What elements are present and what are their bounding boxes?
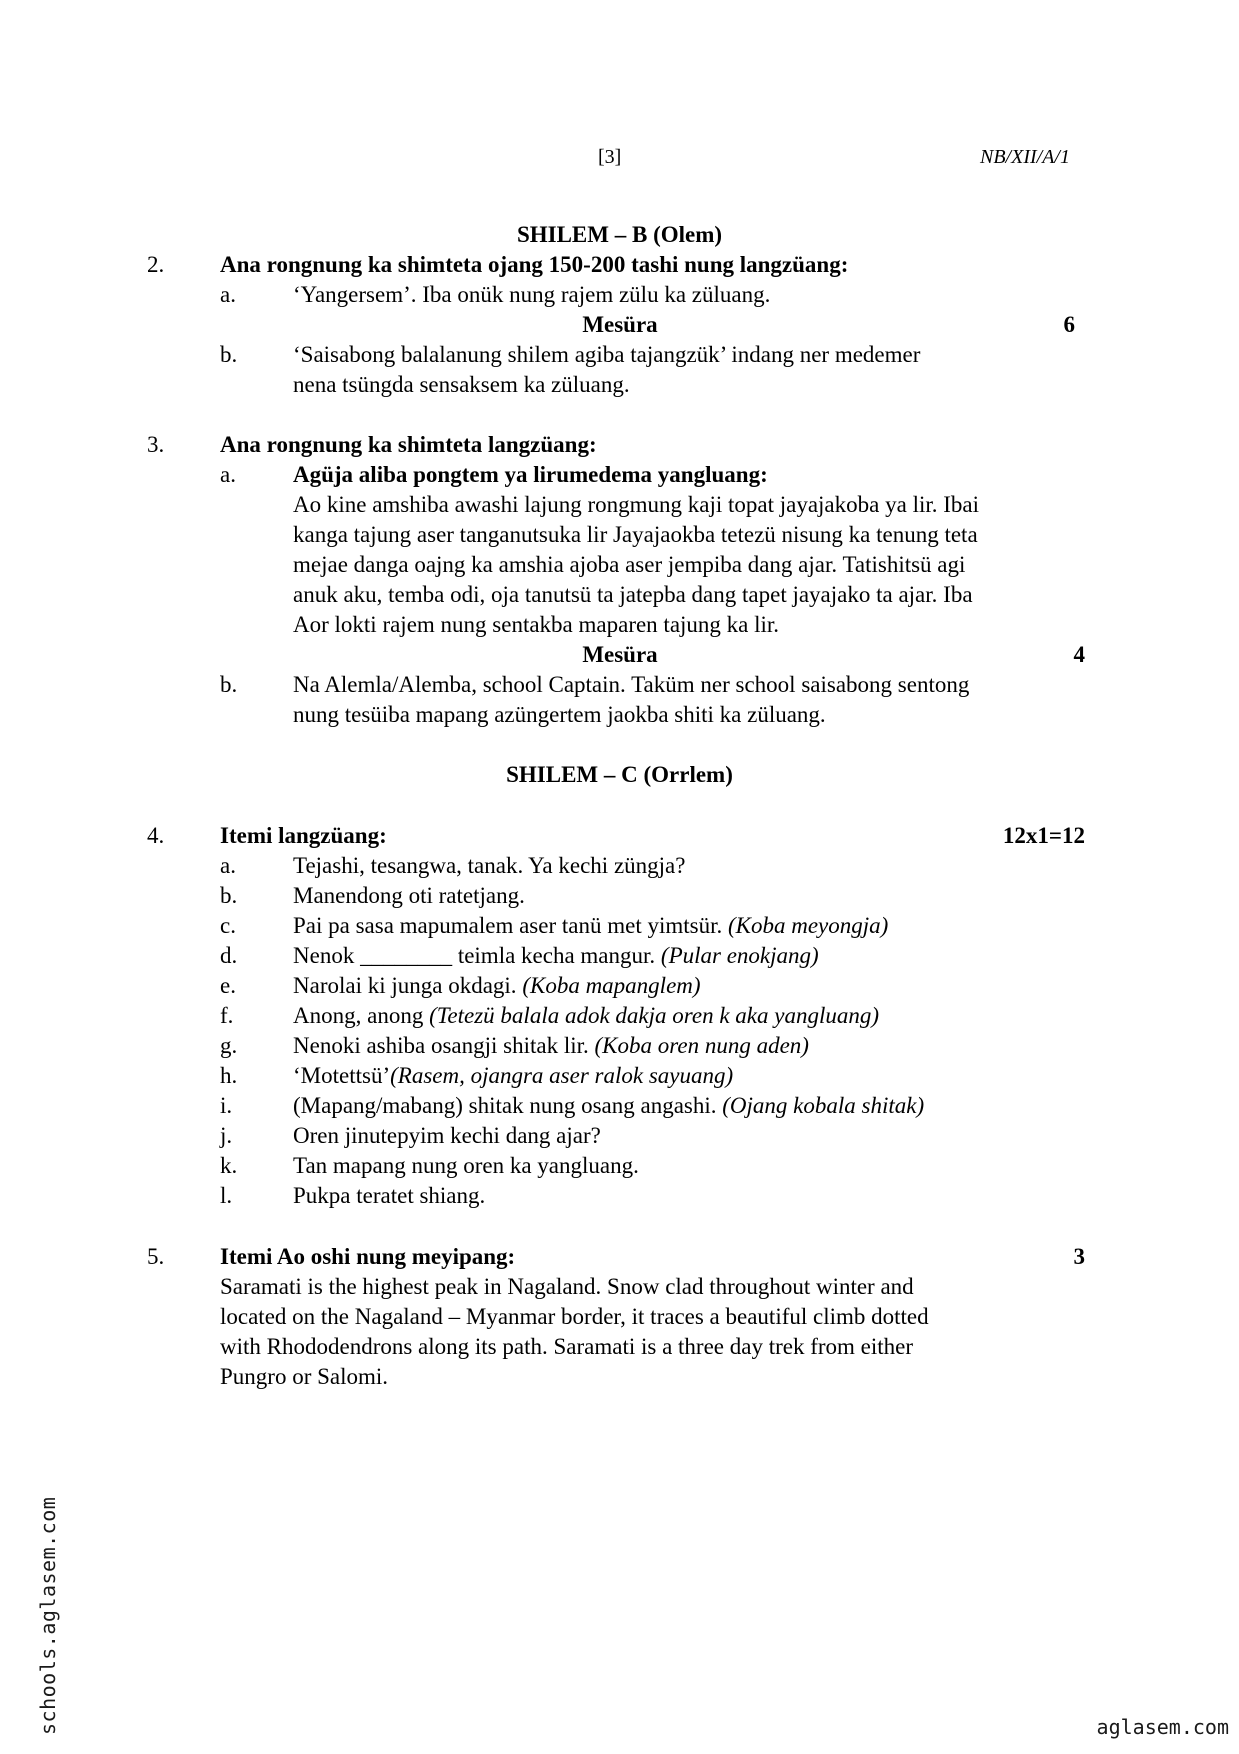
q4-prompt: Itemi langzüang: [220, 823, 387, 848]
q3b-line-2: nung tesüiba mapang azüngertem jaokba shiti ka züluang. [293, 702, 826, 727]
q3a-passage-line-3: mejae danga oajng ka amshia ajoba aser jempiba dang ajar. Tatishitsü agi [293, 552, 966, 577]
q4-marks: 12x1=12 [1002, 823, 1085, 848]
q4-item-label: f. [220, 1003, 234, 1028]
q4-item-text: Tejashi, tesangwa, tanak. Ya kechi züngja? [293, 853, 686, 878]
q4-item-label: d. [220, 943, 238, 968]
q3-prompt: Ana rongnung ka shimteta langzüang: [220, 432, 597, 457]
q4-item-label: i. [220, 1093, 233, 1118]
q4-item-label: k. [220, 1153, 238, 1178]
q4-number: 4. [147, 823, 165, 848]
q3b-line-1: Na Alemla/Alemba, school Captain. Taküm ner school saisabong sentong [293, 672, 970, 697]
side-watermark: schools.aglasem.com [36, 1496, 60, 1735]
q4-item-text: Pai pa sasa mapumalem aser tanü met yimtsür. (Koba meyongja) [293, 913, 889, 938]
q5-passage-line-3: with Rhododendrons along its path. Saramati is a three day trek from either [220, 1334, 914, 1359]
q3-connector: Mesüra [582, 642, 658, 667]
section-b-title: SHILEM – B (Olem) [516, 222, 723, 247]
q5-marks: 3 [1073, 1244, 1085, 1269]
q2-connector: Mesüra [582, 312, 658, 337]
q2b-line-1: ‘Saisabong balalanung shilem agiba tajangzük’ indang ner medemer [293, 342, 921, 367]
q4-item-label: g. [220, 1033, 238, 1058]
q5-number: 5. [147, 1244, 165, 1269]
q2b-line-2: nena tsüngda sensaksem ka züluang. [293, 372, 630, 397]
q3a-heading: Agüja aliba pongtem ya lirumedema yangluang: [293, 462, 768, 487]
q4-item-text: Narolai ki junga okdagi. (Koba mapanglem) [293, 973, 701, 998]
q4-item-text: Tan mapang nung oren ka yangluang. [293, 1153, 639, 1178]
q2b-label: b. [220, 342, 238, 367]
q4-item-text: Pukpa teratet shiang. [293, 1183, 486, 1208]
q4-item-text: Nenoki ashiba osangji shitak lir. (Koba oren nung aden) [293, 1033, 809, 1058]
q4-item-text: Manendong oti ratetjang. [293, 883, 525, 908]
q4-item-label: l. [220, 1183, 233, 1208]
section-c-title: SHILEM – C (Orrlem) [506, 762, 733, 787]
q2-prompt: Ana rongnung ka shimteta ojang 150-200 tashi nung langzüang: [220, 252, 849, 277]
q4-item-label: a. [220, 853, 236, 878]
bottom-watermark: aglasem.com [1096, 1715, 1229, 1739]
page-number: [3] [598, 146, 622, 168]
q4-item-text: (Mapang/mabang) shitak nung osang angashi. (Ojang kobala shitak) [293, 1093, 925, 1118]
q3-marks: 4 [1073, 642, 1085, 667]
q5-passage-line-1: Saramati is the highest peak in Nagaland. Snow clad throughout winter and [220, 1274, 914, 1299]
q4-item-text: ‘Motettsü’(Rasem, ojangra aser ralok sayuang) [293, 1063, 734, 1088]
q2-marks: 6 [1063, 312, 1075, 337]
q3a-passage-line-2: kanga tajung aser tanganutsuka lir Jayajaokba tetezü nisung ka tenung teta [293, 522, 978, 547]
q4-item-text: Nenok ________ teimla kecha mangur. (Pular enokjang) [293, 943, 819, 968]
q4-item-label: b. [220, 883, 238, 908]
q3a-passage-line-1: Ao kine amshiba awashi lajung rongmung kaji topat jayajakoba ya lir. Ibai [293, 492, 979, 517]
q3a-passage-line-4: anuk aku, temba odi, oja tanutsü ta jatepba dang tapet jayajako ta ajar. Iba [293, 582, 973, 607]
q5-prompt: Itemi Ao oshi nung meyipang: [220, 1244, 516, 1269]
q4-item-label: c. [220, 913, 236, 938]
q5-passage-line-4: Pungro or Salomi. [220, 1364, 389, 1389]
q3a-label: a. [220, 462, 236, 487]
paper-code: NB/XII/A/1 [980, 146, 1070, 168]
q3-number: 3. [147, 432, 165, 457]
q2a-text: ‘Yangersem’. Iba onük nung rajem zülu ka züluang. [293, 282, 771, 307]
q5-passage-line-2: located on the Nagaland – Myanmar border, it traces a beautiful climb dotted [220, 1304, 929, 1329]
q2-number: 2. [147, 252, 165, 277]
q4-item-text: Oren jinutepyim kechi dang ajar? [293, 1123, 601, 1148]
q4-item-label: j. [220, 1123, 233, 1148]
q3b-label: b. [220, 672, 238, 697]
q4-item-label: h. [220, 1063, 238, 1088]
q3a-passage-line-5: Aor lokti rajem nung sentakba maparen tajung ka lir. [293, 612, 780, 637]
q2a-label: a. [220, 282, 236, 307]
q4-item-text: Anong, anong (Tetezü balala adok dakja oren k aka yangluang) [293, 1003, 879, 1028]
q4-item-label: e. [220, 973, 236, 998]
